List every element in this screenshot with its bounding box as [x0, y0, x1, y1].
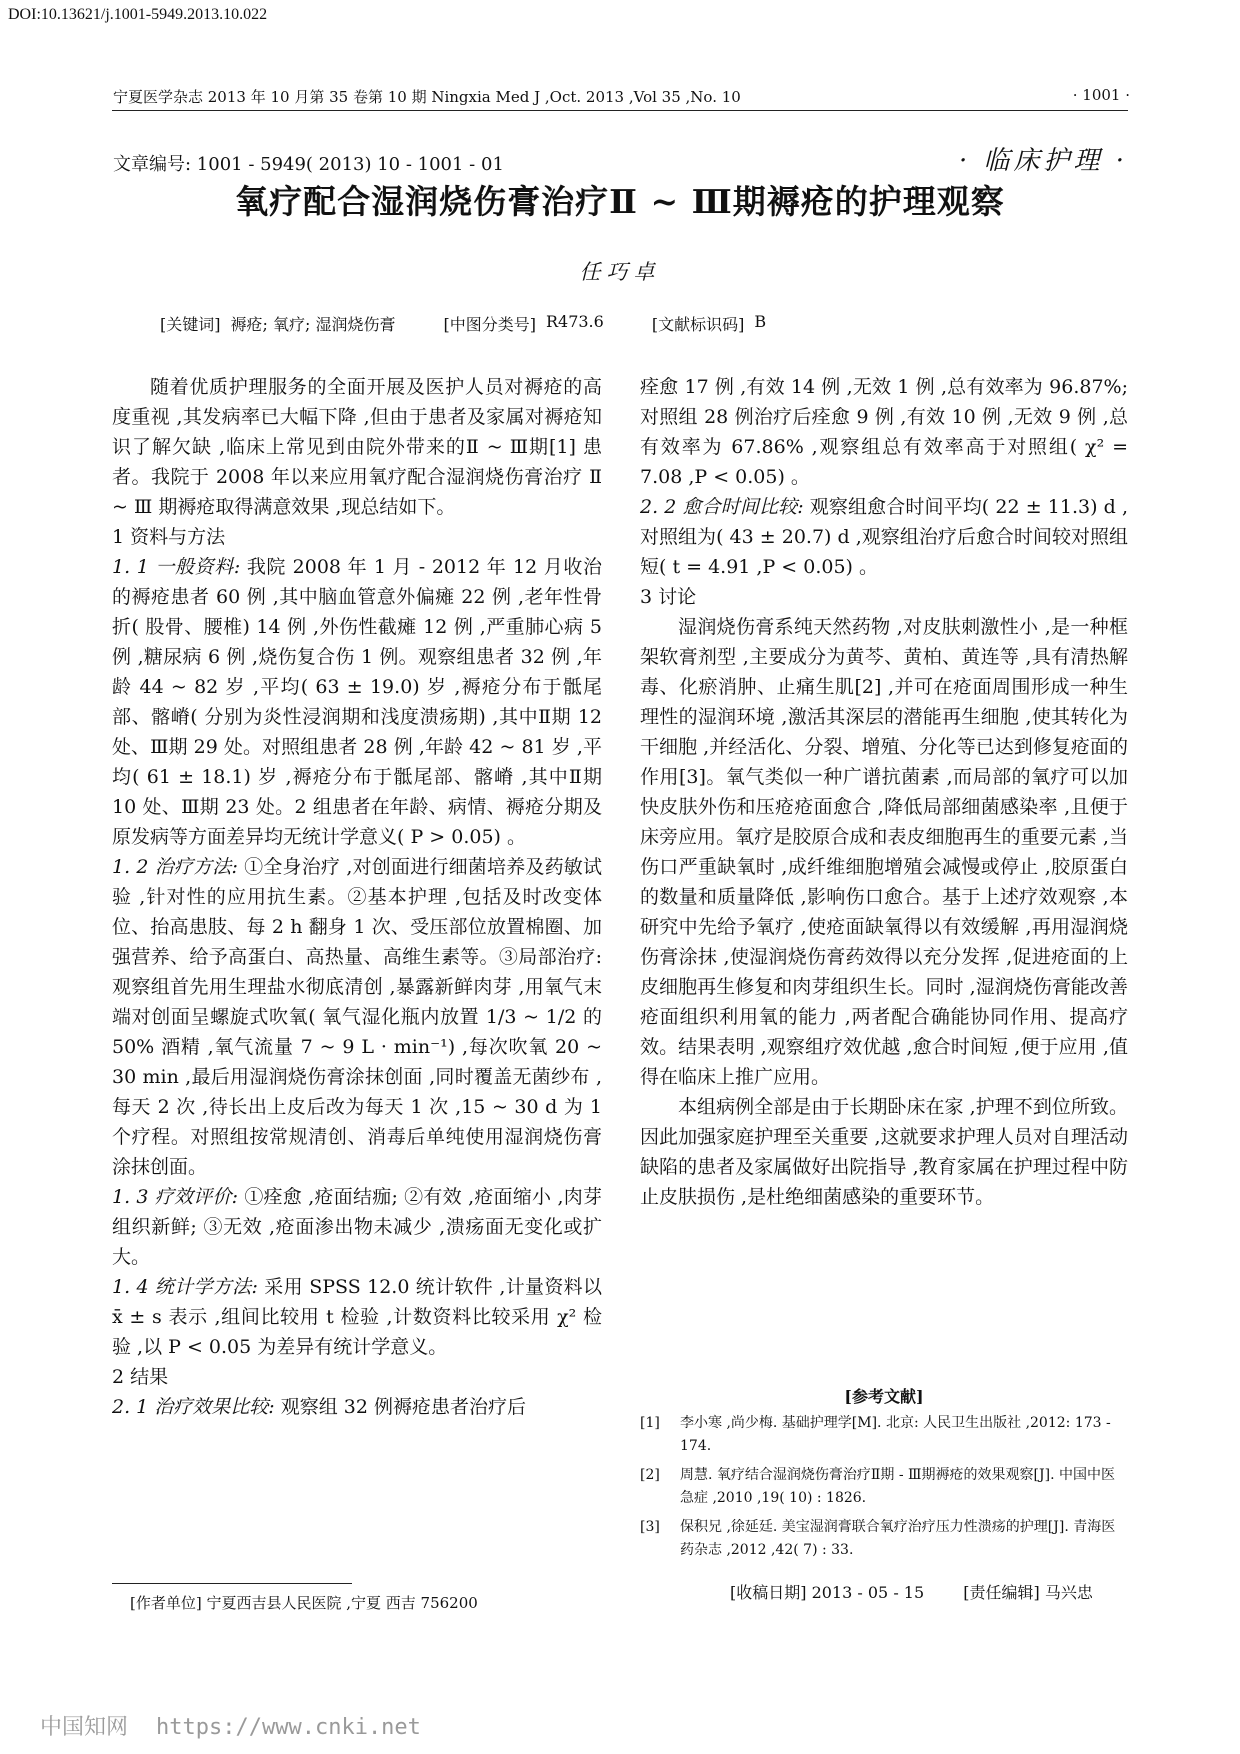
discussion-paragraph-2: 本组病例全部是由于长期卧床在家 ,护理不到位所致。因此加强家庭护理至关重要 ,这就要求护理人员对自理活动缺陷的患者及家属做好出院指导 ,教育家属在护理过程中防止皮肤损伤 ,是杜绝细菌感染的重要环节。 [640, 1096, 1128, 1208]
subheading-healing-time: 2. 2 愈合时间比较: [640, 496, 804, 518]
running-header: 宁夏医学杂志 2013 年 10 月第 35 卷第 10 期 Ningxia Med J ,Oct. 2013 ,Vol 35 ,No. 10 [113, 88, 741, 106]
paragraph-healing-time: 2. 2 愈合时间比较: 观察组愈合时间平均( 22 ± 11.3) d ,对照组为( 43 ± 20.7) d ,观察组治疗后愈合时间较对照组短( t = 4.91 ,P < 0.05) 。 [640, 496, 1129, 578]
editorial-dates [730, 1580, 1127, 1603]
subheading-treatment: 1. 2 治疗方法: [112, 856, 238, 878]
doc-code-label: [文献标识码] [651, 315, 745, 334]
keywords-label: [关键词] [160, 315, 221, 334]
section-heading-results: 2 结果 [112, 1366, 169, 1388]
responsible-editor: [责任编辑] 马兴忠 [963, 1583, 1093, 1602]
keywords-value: 褥疮; 氧疗; 湿润烧伤膏 [230, 315, 396, 334]
subheading-evaluation: 1. 3 疗效评价: [112, 1186, 239, 1208]
classification-value: R473.6 [545, 312, 604, 331]
header-rule [112, 110, 1128, 111]
footnote-rule [112, 1583, 352, 1584]
subheading-statistics: 1. 4 统计学方法: [112, 1276, 258, 1298]
doc-code-value: B [754, 312, 767, 331]
references-title: [参考文献] [844, 1387, 924, 1406]
paragraph-statistics: 1. 4 统计学方法: 采用 SPSS 12.0 统计软件 ,计量资料以 x̄ ± s 表示 ,组间比较用 t 检验 ,计数资料比较采用 χ² 检验 ,以 P < 0.05 为差异有统计学意义。 [112, 1276, 602, 1358]
page-number: · 1001 · [1072, 86, 1130, 104]
section-heading-discussion: 3 讨论 [640, 586, 697, 608]
paragraph-treatment: 1. 2 治疗方法: ①全身治疗 ,对创面进行细菌培养及药敏试验 ,针对性的应用抗生素。②基本护理 ,包括及时改变体位、抬高患肢、每 2 h 翻身 1 次、受压部位放置棉圈、加强营养、给予高蛋白、高热量、高维生素等。③局部治疗: 观察组首先用生理盐水彻底清创 ,暴露新鲜肉芽 ,用氧气末端对创面呈螺旋式吹氧( 氧气湿化瓶内放置 1/3 ~ 1/2 的 50% 酒精 ,氧气流量 7 ~ 9 L · min⁻¹) ,每次吹氧 20 ~ 30 min ,最后用湿润烧伤膏涂抹创面 ,同时覆盖无菌纱布 ,每天 2 次 ,待长出上皮后改为每天 1 次 ,15 ~ 30 d 为 1 个疗程。对照组按常规清创、消毒后单纯使用湿润烧伤膏涂抹创面。 [112, 856, 602, 1178]
received-date: [收稿日期] 2013 - 05 - 15 [730, 1583, 925, 1602]
author: 任巧卓 [579, 260, 661, 284]
doi: DOI:10.13621/j.1001-5949.2013.10.022 [8, 6, 268, 23]
classification-label: [中图分类号] [443, 315, 536, 334]
paragraph-general-data: 1. 1 一般资料: 我院 2008 年 1 月 - 2012 年 12 月收治的褥疮患者 60 例 ,其中脑血管意外偏瘫 22 例 ,老年性骨折( 股骨、腰椎) 14 例 ,外伤性截瘫 12 例 ,严重肺心病 5 例 ,糖尿病 6 例 ,烧伤复合伤 1 例。观察组患者 32 例 ,年龄 44 ~ 82 岁 ,平均( 63 ± 19.0) 岁 ,褥疮分布于骶尾部、髂嵴( 分别为炎性浸润期和浅度溃疡期) ,其中Ⅱ期 12 处、Ⅲ期 29 处。对照组患者 28 例 ,年龄 42 ~ 81 岁 ,平均( 61 ± 18.1) 岁 ,褥疮分布于骶尾部、髂嵴 ,其中Ⅱ期 10 处、Ⅲ期 23 处。2 组患者在年龄、病情、褥疮分期及原发病等方面差异均无统计学意义( P > 0.05) 。 [112, 556, 602, 848]
subheading-efficacy: 2. 1 治疗效果比较: [112, 1396, 275, 1418]
subheading-general-data: 1. 1 一般资料: [112, 556, 241, 578]
reference-item: [1] 李小寒 ,尚少梅. 基础护理学[M]. 北京: 人民卫生出版社 ,2012: 173 - 174. [640, 1415, 1111, 1454]
intro-paragraph: 随着优质护理服务的全面开展及医护人员对褥疮的高度重视 ,其发病率已大幅下降 ,但由于患者及家属对褥疮知识了解欠缺 ,临床上常见到由院外带来的Ⅱ ~ Ⅲ期[1] 患者。我院于 2008 年以来应用氧疗配合湿润烧伤膏治疗 Ⅱ ~ Ⅲ 期褥疮取得满意效果 ,现总结如下。 [112, 376, 602, 518]
article-title: 氧疗配合湿润烧伤膏治疗Ⅱ ~ Ⅲ期褥疮的护理观察 [235, 182, 1005, 221]
paragraph-evaluation: 1. 3 疗效评价: ①痊愈 ,疮面结痂; ②有效 ,疮面缩小 ,肉芽组织新鲜; ③无效 ,疮面渗出物未减少 ,溃疡面无变化或扩大。 [112, 1186, 602, 1268]
discussion-paragraph-1: 湿润烧伤膏系纯天然药物 ,对皮肤刺激性小 ,是一种框架软膏剂型 ,主要成分为黄芩、黄柏、黄连等 ,具有清热解毒、化瘀消肿、止痛生肌[2] ,并可在疮面周围形成一种生理性的湿润环境 ,激活其深层的潜能再生细胞 ,使其转化为干细胞 ,并经活化、分裂、增殖、分化等已达到修复疮面的作用[3]。氧气类似一种广谱抗菌素 ,而局部的氧疗可以加快皮肤外伤和压疮疮面愈合 ,降低局部细菌感染率 ,且便于床旁应用。氧疗是胶原合成和表皮细胞再生的重要元素 ,当伤口严重缺氧时 ,成纤维细胞增殖会减慢或停止 ,胶原蛋白的数量和质量降低 ,影响伤口愈合。基于上述疗效观察 ,本研究中先给予氧疗 ,使疮面缺氧得以有效缓解 ,再用湿润烧伤膏涂抹 ,使湿润烧伤膏药效得以充分发挥 ,促进疮面的上皮细胞再生修复和肉芽组织生长。同时 ,湿润烧伤膏能改善疮面组织利用氧的能力 ,两者配合确能协同作用、提高疗效。结果表明 ,观察组疗效优越 ,愈合时间短 ,便于应用 ,值得在临床上推广应用。 [640, 616, 1128, 1088]
right-column [640, 372, 1128, 1212]
watermark-site: 中国知网 [40, 1714, 129, 1739]
reference-item: [3] 保积兄 ,徐延廷. 美宝湿润膏联合氧疗治疗压力性溃疡的护理[J]. 青海医药杂志 ,2012 ,42( 7) : 33. [640, 1519, 1116, 1558]
paragraph-efficacy-cont: 痊愈 17 例 ,有效 14 例 ,无效 1 例 ,总有效率为 96.87%; 对照组 28 例治疗后痊愈 9 例 ,有效 10 例 ,无效 9 例 ,总有效率为 67.86% ,观察组总有效率高于对照组( χ² = 7.08 ,P < 0.05) 。 [640, 376, 1128, 488]
reference-item: [2] 周慧. 氧疗结合湿润烧伤膏治疗Ⅱ期 - Ⅲ期褥疮的效果观察[J]. 中国中医急症 ,2010 ,19( 10) : 1826. [640, 1467, 1115, 1506]
keywords-line [160, 312, 766, 335]
watermark-url: https://www.cnki.net [156, 1715, 421, 1740]
left-column [112, 372, 602, 1422]
paragraph-efficacy: 2. 1 治疗效果比较: 观察组 32 例褥疮患者治疗后 [112, 1396, 526, 1418]
section-heading-methods: 1 资料与方法 [112, 526, 226, 548]
references-list [640, 1412, 1128, 1568]
author-affiliation: [作者单位] 宁夏西吉县人民医院 ,宁夏 西吉 756200 [130, 1594, 478, 1612]
article-number: 文章编号: 1001 - 5949( 2013) 10 - 1001 - 01 [113, 154, 504, 175]
watermark [40, 1710, 421, 1741]
section-tag: · 临床护理 · [958, 146, 1128, 176]
